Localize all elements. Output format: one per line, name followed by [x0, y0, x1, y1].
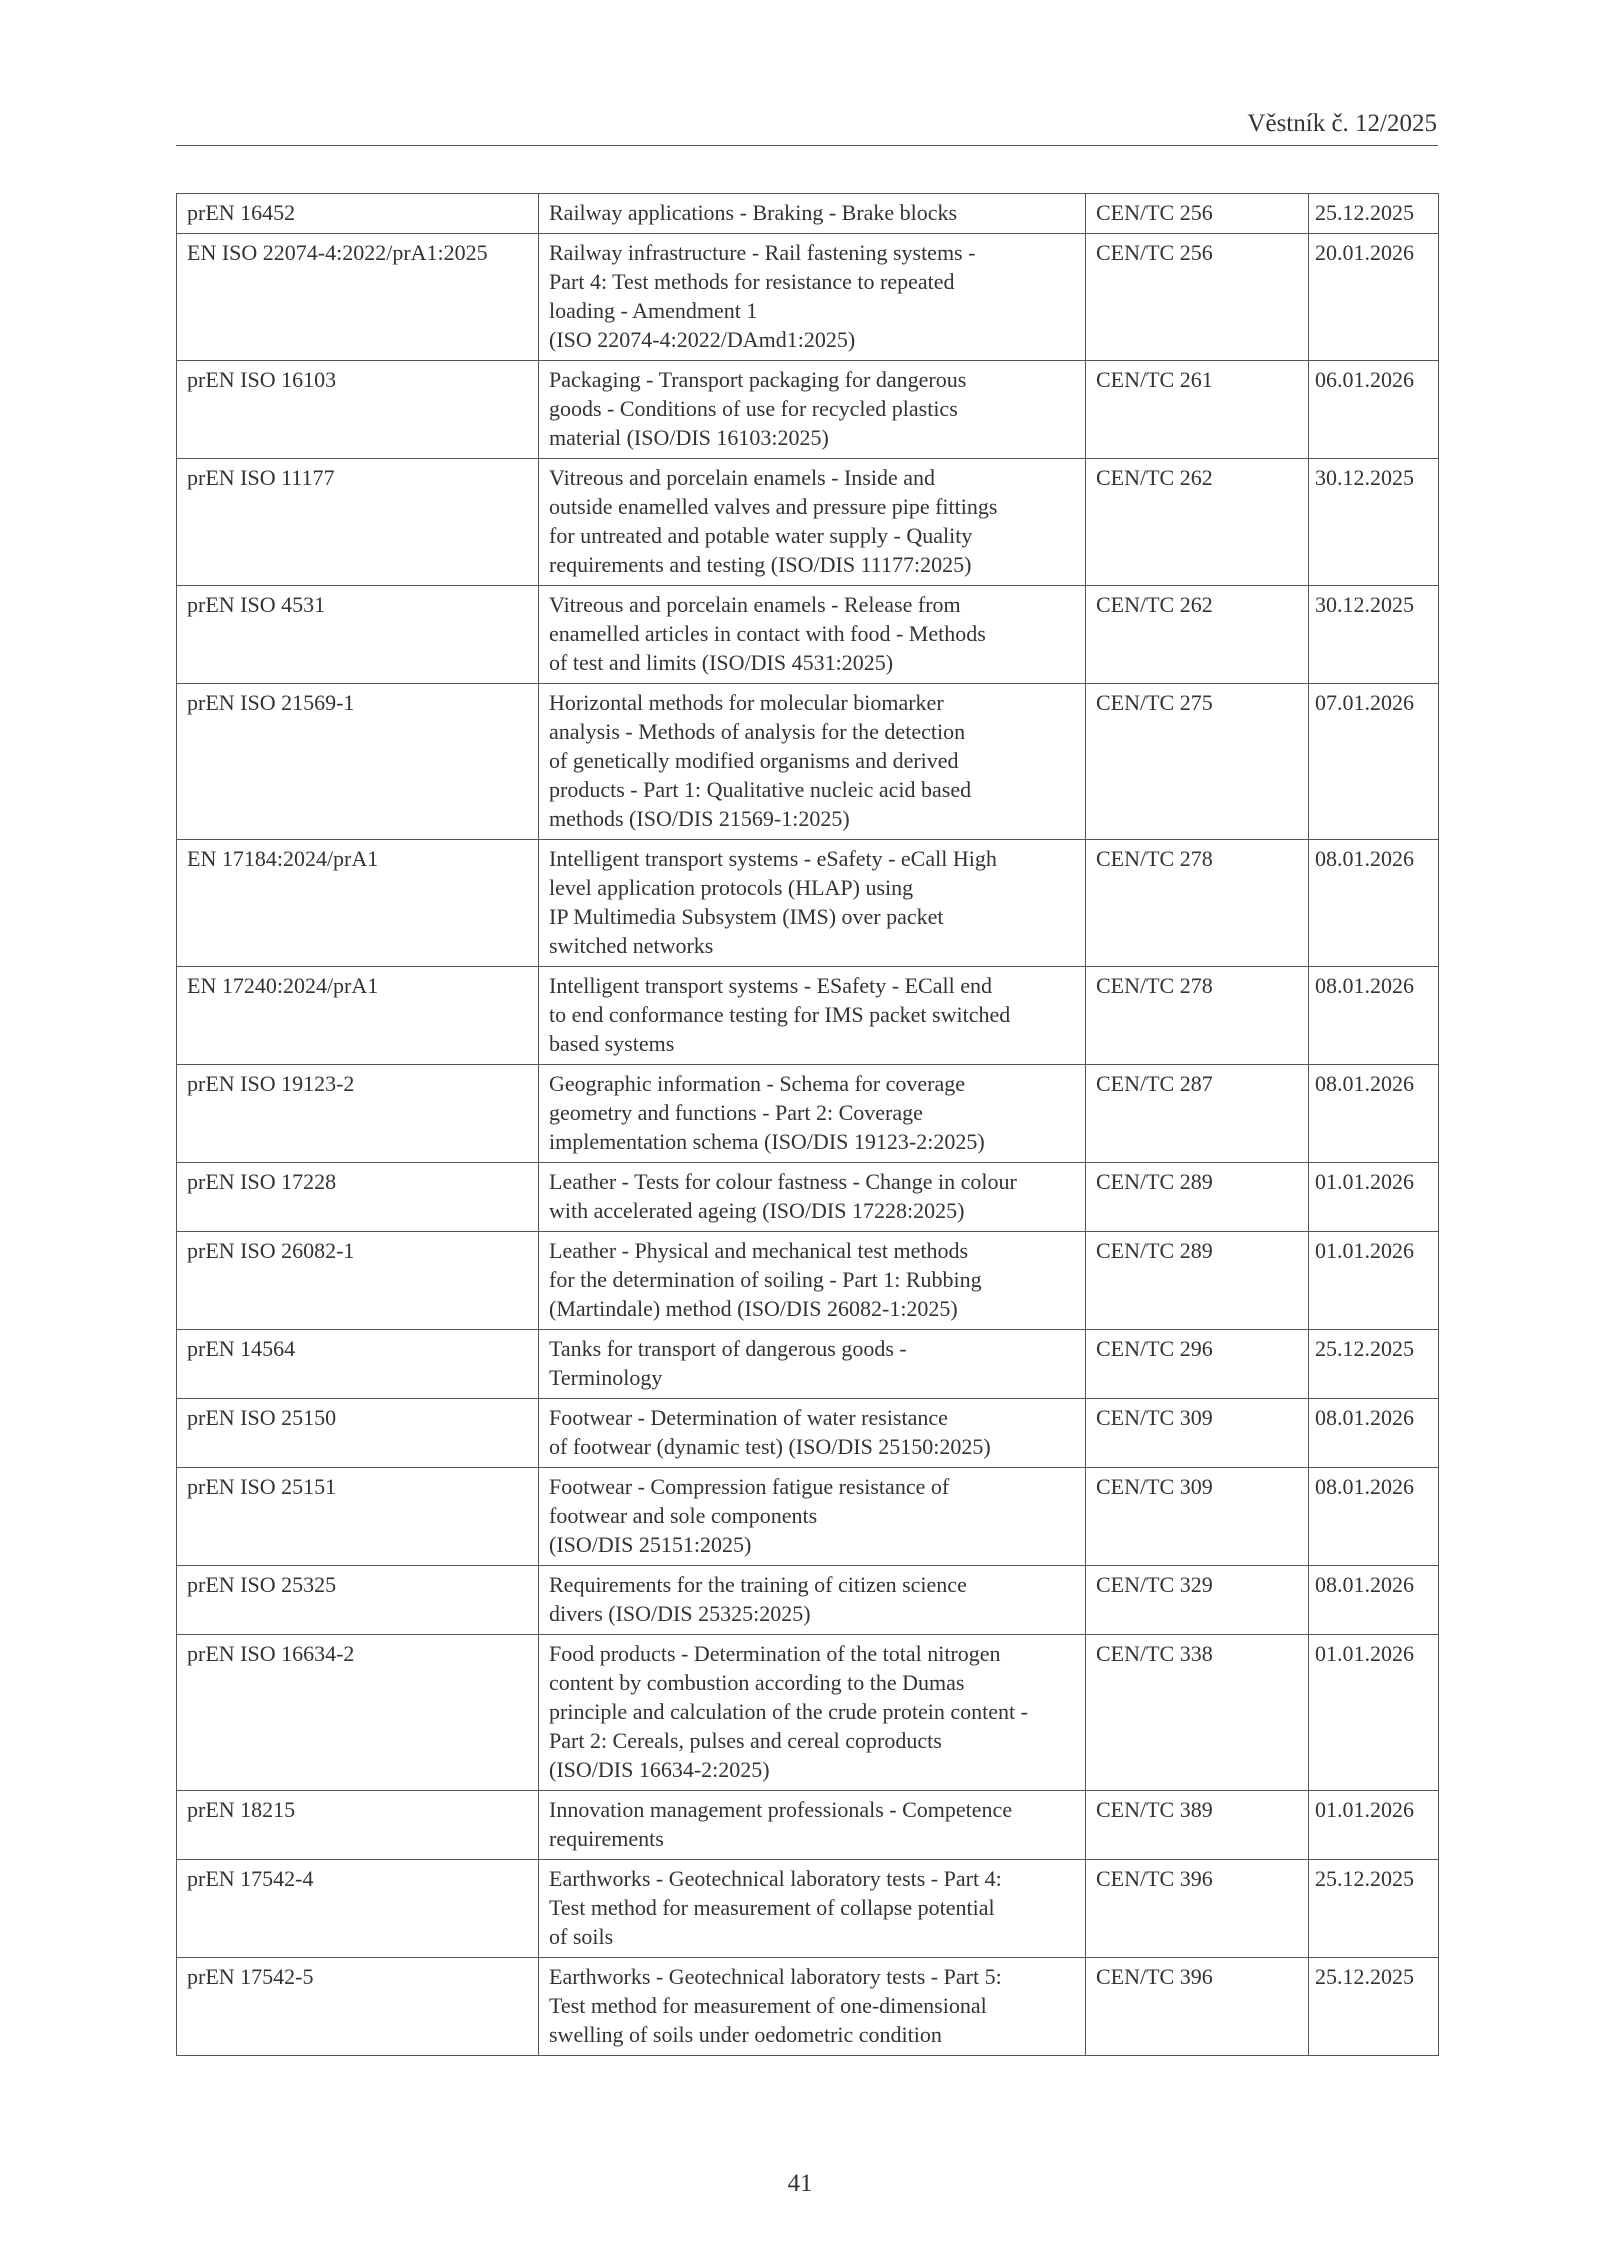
table-row — [177, 1635, 1439, 1791]
technical-committee: CEN/TC 389 — [1086, 1791, 1309, 1860]
title-line: geometry and functions - Part 2: Coverage — [549, 1100, 923, 1125]
standard-code: prEN ISO 25325 — [177, 1566, 539, 1635]
title-line: Intelligent transport systems - ESafety - ECall end — [549, 973, 992, 998]
title-line: Vitreous and porcelain enamels - Release from — [549, 592, 961, 617]
table-row — [177, 586, 1439, 684]
table-row — [177, 1232, 1439, 1330]
title-line: principle and calculation of the crude protein content - — [549, 1699, 1028, 1724]
deadline-date: 08.01.2026 — [1309, 967, 1439, 1065]
standard-title — [539, 684, 1086, 840]
title-line: enamelled articles in contact with food - Methods — [549, 621, 986, 646]
standard-code: prEN ISO 16634-2 — [177, 1635, 539, 1791]
standard-code: prEN ISO 19123-2 — [177, 1065, 539, 1163]
deadline-date: 06.01.2026 — [1309, 361, 1439, 459]
deadline-date: 08.01.2026 — [1309, 1399, 1439, 1468]
title-line: divers (ISO/DIS 25325:2025) — [549, 1601, 811, 1626]
standard-title — [539, 1232, 1086, 1330]
title-line: (ISO/DIS 16634-2:2025) — [549, 1757, 770, 1782]
title-line: of test and limits (ISO/DIS 4531:2025) — [549, 650, 894, 675]
title-line: methods (ISO/DIS 21569-1:2025) — [549, 806, 850, 831]
table-row — [177, 1958, 1439, 2056]
title-line: implementation schema (ISO/DIS 19123-2:2025) — [549, 1129, 985, 1154]
table-row — [177, 361, 1439, 459]
table-row — [177, 684, 1439, 840]
standard-code: prEN ISO 11177 — [177, 459, 539, 586]
title-line: Test method for measurement of one-dimensional — [549, 1993, 987, 2018]
title-line: Terminology — [549, 1365, 663, 1390]
title-line: for the determination of soiling - Part 1: Rubbing — [549, 1267, 982, 1292]
deadline-date: 25.12.2025 — [1309, 194, 1439, 234]
title-line: Test method for measurement of collapse potential — [549, 1895, 995, 1920]
standard-title — [539, 840, 1086, 967]
standard-title — [539, 1566, 1086, 1635]
table-row — [177, 459, 1439, 586]
technical-committee: CEN/TC 338 — [1086, 1635, 1309, 1791]
title-line: footwear and sole components — [549, 1503, 818, 1528]
title-line: Geographic information - Schema for coverage — [549, 1071, 965, 1096]
deadline-date: 01.01.2026 — [1309, 1791, 1439, 1860]
title-line: to end conformance testing for IMS packet switched — [549, 1002, 1011, 1027]
standard-title — [539, 586, 1086, 684]
technical-committee: CEN/TC 262 — [1086, 459, 1309, 586]
standards-table — [176, 193, 1439, 2056]
technical-committee: CEN/TC 296 — [1086, 1330, 1309, 1399]
standard-code: prEN 16452 — [177, 194, 539, 234]
title-line: (ISO/DIS 25151:2025) — [549, 1532, 752, 1557]
table-row — [177, 840, 1439, 967]
title-line: of soils — [549, 1924, 614, 1949]
technical-committee: CEN/TC 278 — [1086, 967, 1309, 1065]
standard-title — [539, 1163, 1086, 1232]
deadline-date: 20.01.2026 — [1309, 234, 1439, 361]
standard-code: prEN ISO 17228 — [177, 1163, 539, 1232]
standard-title — [539, 361, 1086, 459]
technical-committee: CEN/TC 262 — [1086, 586, 1309, 684]
standard-code: prEN ISO 16103 — [177, 361, 539, 459]
standard-code: prEN 17542-4 — [177, 1860, 539, 1958]
title-line: Railway applications - Braking - Brake blocks — [549, 200, 958, 225]
journal-header: Věstník č. 12/2025 — [1247, 110, 1437, 137]
standard-title — [539, 1330, 1086, 1399]
table-row — [177, 967, 1439, 1065]
technical-committee: CEN/TC 396 — [1086, 1860, 1309, 1958]
title-line: Earthworks - Geotechnical laboratory tests - Part 4: — [549, 1866, 1002, 1891]
title-line: material (ISO/DIS 16103:2025) — [549, 425, 829, 450]
table-row — [177, 194, 1439, 234]
standard-code: prEN ISO 26082-1 — [177, 1232, 539, 1330]
title-line: level application protocols (HLAP) using — [549, 875, 914, 900]
standard-title — [539, 1635, 1086, 1791]
deadline-date: 08.01.2026 — [1309, 1065, 1439, 1163]
technical-committee: CEN/TC 287 — [1086, 1065, 1309, 1163]
table-row — [177, 1330, 1439, 1399]
table-row — [177, 1791, 1439, 1860]
standard-title — [539, 1860, 1086, 1958]
title-line: with accelerated ageing (ISO/DIS 17228:2025) — [549, 1198, 965, 1223]
title-line: requirements — [549, 1826, 664, 1851]
standard-code: EN ISO 22074-4:2022/prA1:2025 — [177, 234, 539, 361]
title-line: Horizontal methods for molecular biomarker — [549, 690, 944, 715]
title-line: IP Multimedia Subsystem (IMS) over packet — [549, 904, 944, 929]
title-line: Leather - Physical and mechanical test methods — [549, 1238, 969, 1263]
deadline-date: 30.12.2025 — [1309, 586, 1439, 684]
title-line: Railway infrastructure - Rail fastening systems - — [549, 240, 976, 265]
deadline-date: 08.01.2026 — [1309, 1566, 1439, 1635]
title-line: content by combustion according to the Dumas — [549, 1670, 965, 1695]
technical-committee: CEN/TC 261 — [1086, 361, 1309, 459]
deadline-date: 08.01.2026 — [1309, 1468, 1439, 1566]
title-line: Innovation management professionals - Competence — [549, 1797, 1013, 1822]
title-line: Tanks for transport of dangerous goods - — [549, 1336, 907, 1361]
technical-committee: CEN/TC 396 — [1086, 1958, 1309, 2056]
title-line: of genetically modified organisms and derived — [549, 748, 959, 773]
title-line: Leather - Tests for colour fastness - Change in colour — [549, 1169, 1017, 1194]
title-line: requirements and testing (ISO/DIS 11177:2025) — [549, 552, 972, 577]
standard-title — [539, 1958, 1086, 2056]
table-row — [177, 1566, 1439, 1635]
table-row — [177, 234, 1439, 361]
title-line: Vitreous and porcelain enamels - Inside and — [549, 465, 935, 490]
technical-committee: CEN/TC 309 — [1086, 1468, 1309, 1566]
title-line: of footwear (dynamic test) (ISO/DIS 25150:2025) — [549, 1434, 991, 1459]
title-line: Earthworks - Geotechnical laboratory tests - Part 5: — [549, 1964, 1002, 1989]
table-row — [177, 1468, 1439, 1566]
standard-title — [539, 1065, 1086, 1163]
title-line: Intelligent transport systems - eSafety - eCall High — [549, 846, 997, 871]
standard-code: prEN ISO 25150 — [177, 1399, 539, 1468]
title-line: (ISO 22074-4:2022/DAmd1:2025) — [549, 327, 856, 352]
standard-title — [539, 1791, 1086, 1860]
title-line: goods - Conditions of use for recycled plastics — [549, 396, 958, 421]
title-line: analysis - Methods of analysis for the detection — [549, 719, 966, 744]
deadline-date: 25.12.2025 — [1309, 1958, 1439, 2056]
title-line: based systems — [549, 1031, 675, 1056]
table-row — [177, 1163, 1439, 1232]
standard-title — [539, 1399, 1086, 1468]
standard-code: EN 17184:2024/prA1 — [177, 840, 539, 967]
technical-committee: CEN/TC 289 — [1086, 1163, 1309, 1232]
title-line: Part 4: Test methods for resistance to repeated — [549, 269, 955, 294]
title-line: loading - Amendment 1 — [549, 298, 758, 323]
technical-committee: CEN/TC 275 — [1086, 684, 1309, 840]
title-line: products - Part 1: Qualitative nucleic acid based — [549, 777, 972, 802]
standard-code: prEN 14564 — [177, 1330, 539, 1399]
deadline-date: 01.01.2026 — [1309, 1232, 1439, 1330]
standard-code: prEN 18215 — [177, 1791, 539, 1860]
standard-title — [539, 1468, 1086, 1566]
standard-title — [539, 459, 1086, 586]
table-row — [177, 1399, 1439, 1468]
technical-committee: CEN/TC 256 — [1086, 234, 1309, 361]
standard-code: prEN ISO 4531 — [177, 586, 539, 684]
title-line: for untreated and potable water supply - Quality — [549, 523, 973, 548]
standard-title — [539, 194, 1086, 234]
technical-committee: CEN/TC 278 — [1086, 840, 1309, 967]
title-line: Food products - Determination of the total nitrogen — [549, 1641, 1001, 1666]
technical-committee: CEN/TC 289 — [1086, 1232, 1309, 1330]
header-rule — [176, 145, 1438, 146]
standard-title — [539, 234, 1086, 361]
deadline-date: 30.12.2025 — [1309, 459, 1439, 586]
deadline-date: 08.01.2026 — [1309, 840, 1439, 967]
standard-code: prEN ISO 25151 — [177, 1468, 539, 1566]
standard-title — [539, 967, 1086, 1065]
title-line: switched networks — [549, 933, 714, 958]
title-line: Requirements for the training of citizen science — [549, 1572, 967, 1597]
title-line: Footwear - Determination of water resistance — [549, 1405, 948, 1430]
deadline-date: 25.12.2025 — [1309, 1860, 1439, 1958]
title-line: Packaging - Transport packaging for dangerous — [549, 367, 967, 392]
deadline-date: 01.01.2026 — [1309, 1635, 1439, 1791]
title-line: Footwear - Compression fatigue resistance of — [549, 1474, 950, 1499]
deadline-date: 01.01.2026 — [1309, 1163, 1439, 1232]
table-row — [177, 1860, 1439, 1958]
deadline-date: 07.01.2026 — [1309, 684, 1439, 840]
title-line: outside enamelled valves and pressure pipe fittings — [549, 494, 998, 519]
technical-committee: CEN/TC 329 — [1086, 1566, 1309, 1635]
technical-committee: CEN/TC 309 — [1086, 1399, 1309, 1468]
deadline-date: 25.12.2025 — [1309, 1330, 1439, 1399]
table-row — [177, 1065, 1439, 1163]
page-number: 41 — [787, 2170, 813, 2197]
standard-code: EN 17240:2024/prA1 — [177, 967, 539, 1065]
standard-code: prEN ISO 21569-1 — [177, 684, 539, 840]
title-line: swelling of soils under oedometric condition — [549, 2022, 942, 2047]
standard-code: prEN 17542-5 — [177, 1958, 539, 2056]
title-line: Part 2: Cereals, pulses and cereal coproducts — [549, 1728, 942, 1753]
title-line: (Martindale) method (ISO/DIS 26082-1:2025) — [549, 1296, 958, 1321]
technical-committee: CEN/TC 256 — [1086, 194, 1309, 234]
